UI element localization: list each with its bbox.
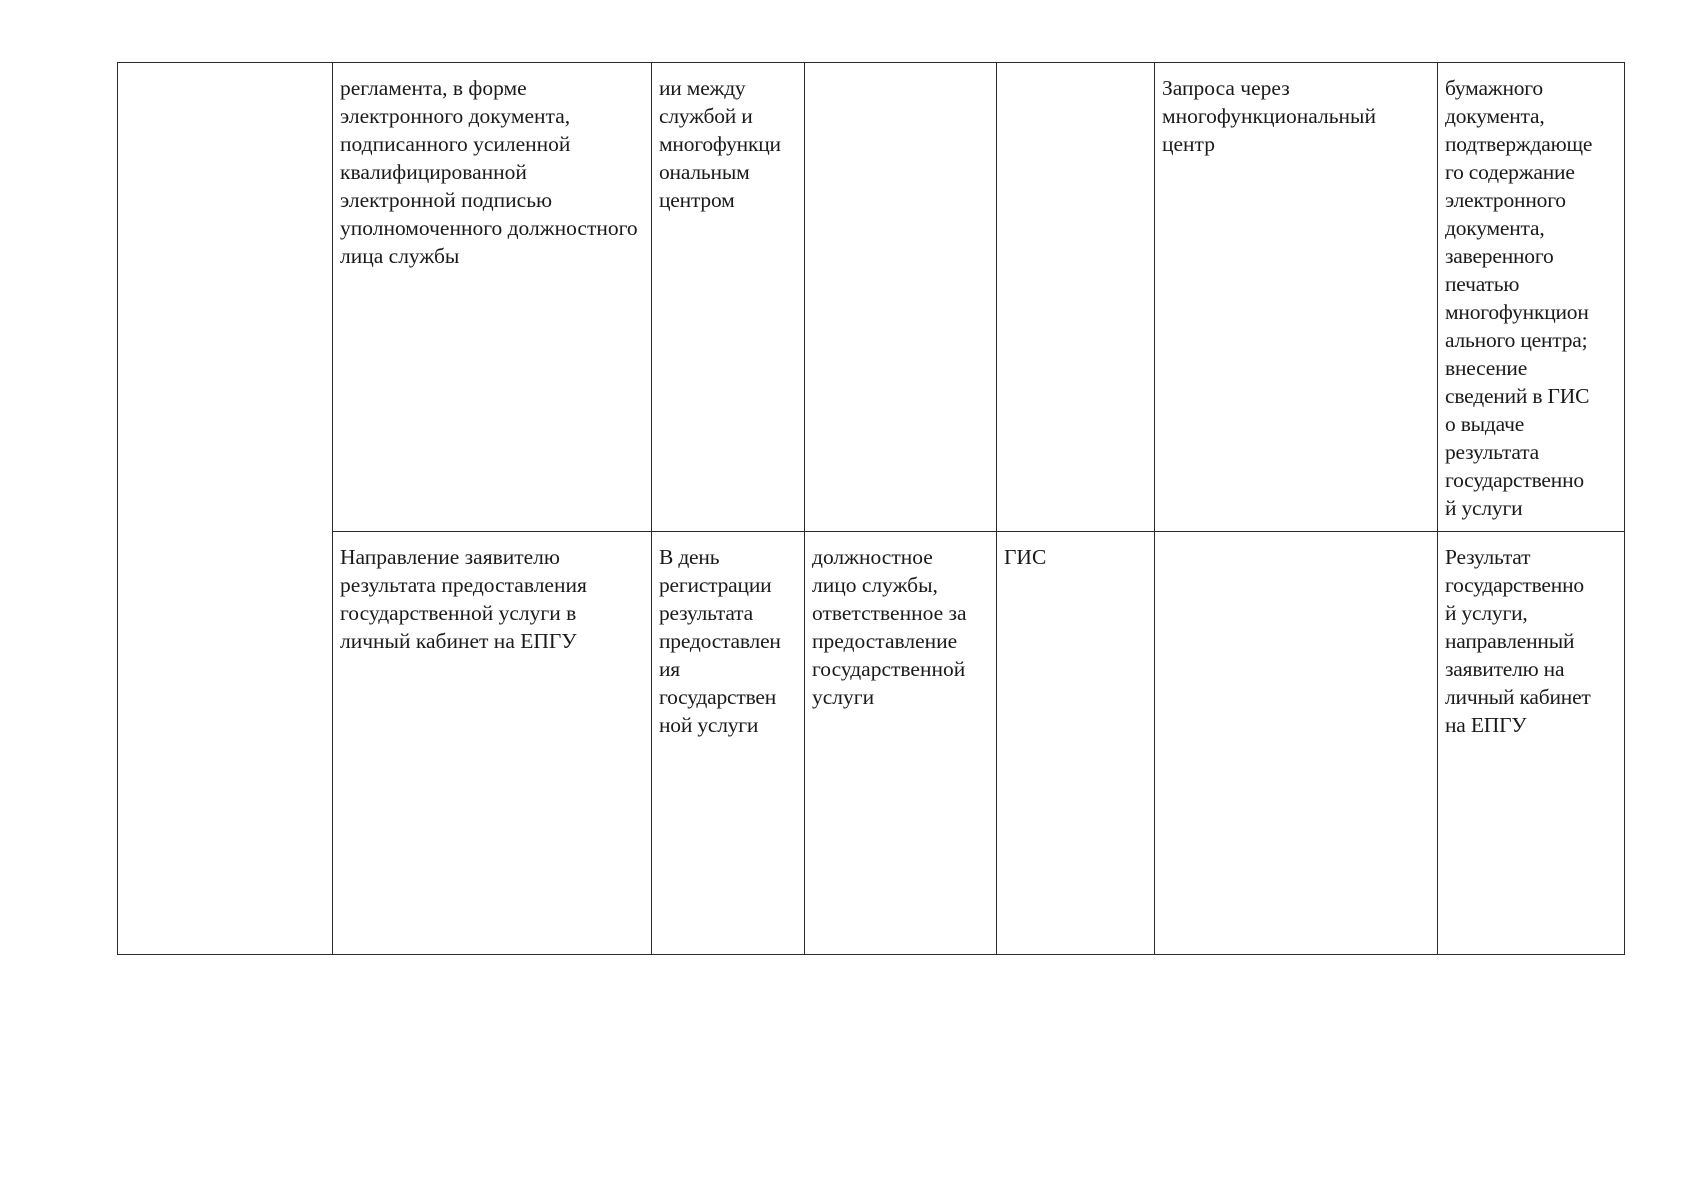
table-cell-resources: ГИС — [997, 532, 1155, 955]
table-cell-criteria — [1155, 532, 1438, 955]
table-cell-procedure: регламента, в форме электронного документа, подписанного усиленной квалифицированной электронной подписью уполномоченного должностного лица службы — [333, 63, 652, 532]
table-cell-responsible — [805, 63, 997, 532]
table-cell-term: В день регистрации результата предоставлен ия государствен ной услуги — [652, 532, 805, 955]
table-row — [118, 532, 1625, 955]
table-cell-term: ии между службой и многофункци ональным центром — [652, 63, 805, 532]
table-cell-resources — [997, 63, 1155, 532]
table-cell-criteria: Запроса через многофункциональный центр — [1155, 63, 1438, 532]
table-row — [118, 63, 1625, 532]
table-cell-procedure: Направление заявителю результата предоставления государственной услуги в личный кабинет на ЕПГУ — [333, 532, 652, 955]
merged-empty-cell — [118, 63, 333, 955]
table-cell-result: бумажного документа, подтверждающе го содержание электронного документа, заверенного печатью многофункцион ального центра; внесение сведений в ГИС о выдаче результата государственно й услуги — [1438, 63, 1625, 532]
table-cell-result: Результат государственно й услуги, направленный заявителю на личный кабинет на ЕПГУ — [1438, 532, 1625, 955]
procedure-table — [117, 62, 1625, 955]
table-cell-responsible: должностное лицо службы, ответственное за предоставление государственной услуги — [805, 532, 997, 955]
